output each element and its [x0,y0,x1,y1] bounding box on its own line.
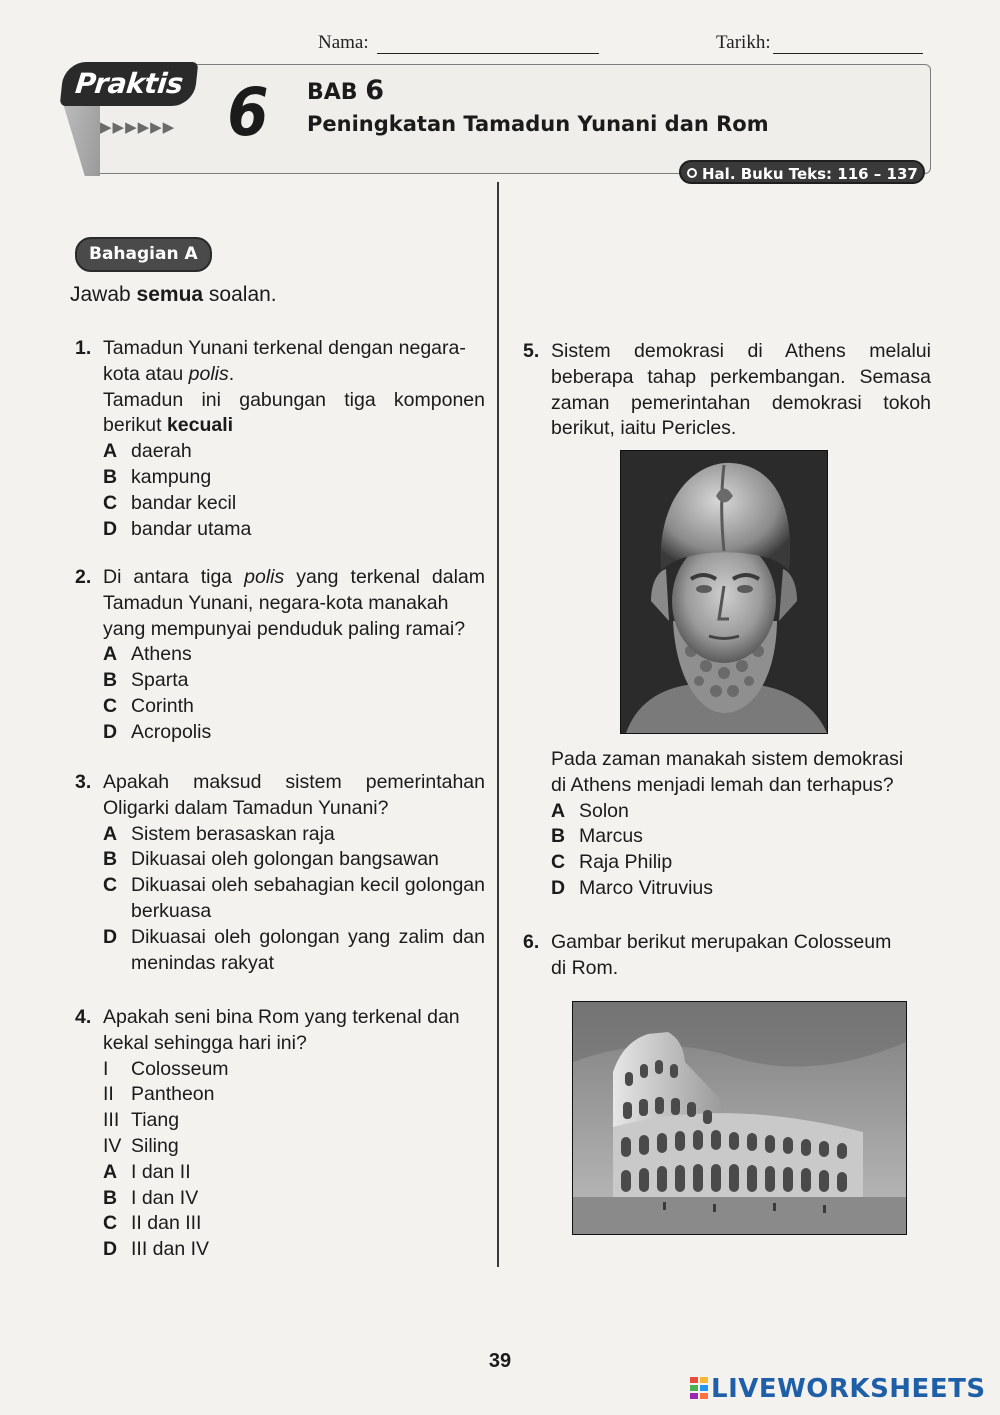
option-letter: B [103,1186,118,1209]
question-text: Tamadun ini gabungan tiga komponen [103,388,485,411]
italic-term: polis [244,566,285,588]
statement-text: Pantheon [131,1083,215,1106]
liveworksheets-logo [690,1374,986,1404]
option-b[interactable] [103,847,485,873]
option-b[interactable] [103,465,485,491]
option-text: daerah [131,440,192,463]
option-text: I dan II [131,1160,191,1183]
option-letter: B [103,465,118,488]
question-number: 3. [75,771,92,793]
option-d[interactable] [103,720,485,746]
question-number: 4. [75,1006,92,1028]
question-text [103,565,485,591]
option-letter: C [103,874,118,897]
option-a[interactable] [551,799,931,825]
option-letter: D [103,1238,118,1261]
section-badge: Bahagian A [75,237,212,272]
statement-text: Siling [131,1134,179,1157]
option-a[interactable] [103,439,485,465]
chapter-number: 6 [227,74,269,151]
textbook-pages-badge [679,160,925,184]
option-b[interactable] [103,1186,485,1212]
text-span: kota atau [103,362,189,385]
option-b[interactable] [551,824,931,850]
option-text: Sistem berasaskan raja [131,822,335,845]
option-c[interactable] [551,850,931,876]
option-text: kampung [131,465,212,488]
option-a[interactable] [103,822,485,848]
roman-numeral: I [103,1057,109,1080]
text-span: berikut [103,414,167,437]
option-text: Athens [131,643,192,666]
option-letter: B [103,669,118,692]
chapter-title: Peningkatan Tamadun Yunani dan Rom [307,112,769,136]
option-text: Marco Vitruvius [579,876,714,899]
question-4 [75,1005,485,1263]
option-letter: D [103,720,118,743]
statement-text: Tiang [131,1109,180,1132]
text-span: Di antara tiga [103,566,245,588]
option-text: Raja Philip [579,851,673,874]
statement-iv [103,1134,485,1160]
statement-iii [103,1108,485,1134]
bab-number: 6 [365,75,385,106]
roman-numeral: II [103,1083,114,1106]
option-letter: B [103,848,118,871]
option-text: Solon [579,799,629,822]
option-text: Corinth [131,694,194,717]
option-letter: D [103,925,118,948]
statement-i [103,1057,485,1083]
question-5-continued [523,747,931,902]
pericles-bust-illustration [621,451,827,733]
question-text: zaman pemerintahan demokrasi tokoh [551,391,931,414]
instruction-emphasis: semua [136,283,204,306]
statement-text: Colosseum [131,1057,229,1080]
instruction-text-end: soalan. [203,283,277,306]
roman-numeral: III [103,1109,120,1132]
name-label: Nama: [318,32,369,53]
option-text: III dan IV [131,1238,210,1261]
date-label: Tarikh: [716,32,771,53]
option-letter: A [103,822,118,845]
option-letter: A [103,440,118,463]
praktis-wedge [62,100,100,176]
question-text: Pada zaman manakah sistem demokrasi [551,748,904,770]
option-text: Dikuasai oleh golongan bangsawan [131,848,439,871]
option-text: bandar kecil [131,491,237,514]
colosseum-image [572,1001,907,1235]
question-text: yang mempunyai penduduk paling ramai? [103,617,466,640]
option-letter: A [551,799,566,822]
date-field [716,32,923,54]
textbook-pages-text: Hal. Buku Teks: 116 – 137 [702,165,918,183]
option-text: Dikuasai oleh sebahagian kecil golongan berkuasa [131,874,485,922]
bab-heading [307,75,384,106]
option-letter: B [551,825,566,848]
option-d[interactable] [103,1237,485,1263]
text-span: yang terkenal dalam [284,566,485,588]
question-text: Tamadun Yunani, negara-kota manakah [103,591,449,614]
question-text: berikut, iaitu Pericles. [551,417,737,440]
question-text: beberapa tahap perkembangan. Semasa [551,365,931,388]
option-letter: A [103,643,118,666]
question-6 [523,930,931,982]
bullet-icon [687,168,697,178]
praktis-label: Praktis [60,62,199,106]
instruction-text: Jawab [70,283,137,306]
option-c[interactable] [103,1211,485,1237]
liveworksheets-text: LIVEWORKSHEETS [711,1374,986,1404]
question-number: 6. [523,931,540,953]
colosseum-illustration [573,1002,906,1234]
question-text: di Rom. [551,956,619,979]
option-text: Acropolis [131,720,212,743]
question-2 [75,565,485,746]
option-letter: C [551,851,566,874]
option-text: II dan III [131,1212,202,1235]
option-a[interactable] [103,1160,485,1186]
option-a[interactable] [103,642,485,668]
option-text: bandar utama [131,517,252,540]
liveworksheets-icon [690,1377,708,1399]
option-letter: C [103,1212,118,1235]
bold-term: kecuali [166,414,234,437]
arrow-icons: ▶▶▶▶▶▶ [100,119,176,136]
question-text: Oligarki dalam Tamadun Yunani? [103,796,389,819]
option-letter: C [103,491,118,514]
question-text: Sistem demokrasi di Athens melalui [551,340,931,362]
option-letter: D [551,876,566,899]
option-text: Sparta [131,669,189,692]
question-text [103,413,485,439]
name-field [318,32,599,54]
option-text: Dikuasai oleh golongan yang zalim dan menindas rakyat [131,925,485,974]
italic-term: polis [188,362,229,385]
question-5 [523,339,931,442]
option-c[interactable] [103,491,485,517]
question-text: Gambar berikut merupakan Colosseum [551,931,892,953]
option-c[interactable] [103,694,485,720]
option-text: I dan IV [131,1186,199,1209]
column-divider [497,182,499,1267]
name-line[interactable] [377,53,599,54]
option-c[interactable] [103,873,485,925]
option-b[interactable] [103,668,485,694]
option-d[interactable] [103,517,485,543]
option-d[interactable] [551,876,931,902]
date-line[interactable] [773,53,923,54]
page-number: 39 [488,1350,512,1372]
option-letter: A [103,1160,118,1183]
question-text [103,362,485,388]
question-text: Apakah maksud sistem pemerintahan [103,771,485,793]
question-number: 1. [75,337,92,359]
option-text: Marcus [579,825,643,848]
question-1 [75,336,485,542]
question-text: di Athens menjadi lemah dan terhapus? [551,773,894,796]
question-number: 5. [523,340,540,362]
question-text: kekal sehingga hari ini? [103,1031,307,1054]
statement-ii [103,1082,485,1108]
option-d[interactable] [103,925,485,977]
question-3 [75,770,485,976]
instruction [70,283,277,307]
option-letter: D [103,517,118,540]
text-span: . [228,362,235,385]
question-number: 2. [75,566,92,588]
question-text: Apakah seni bina Rom yang terkenal dan [103,1006,460,1028]
pericles-bust-image [620,450,828,734]
question-text: Tamadun Yunani terkenal dengan negara- [103,337,466,359]
option-letter: C [103,694,118,717]
bab-word: BAB [307,80,358,105]
roman-numeral: IV [103,1134,122,1157]
